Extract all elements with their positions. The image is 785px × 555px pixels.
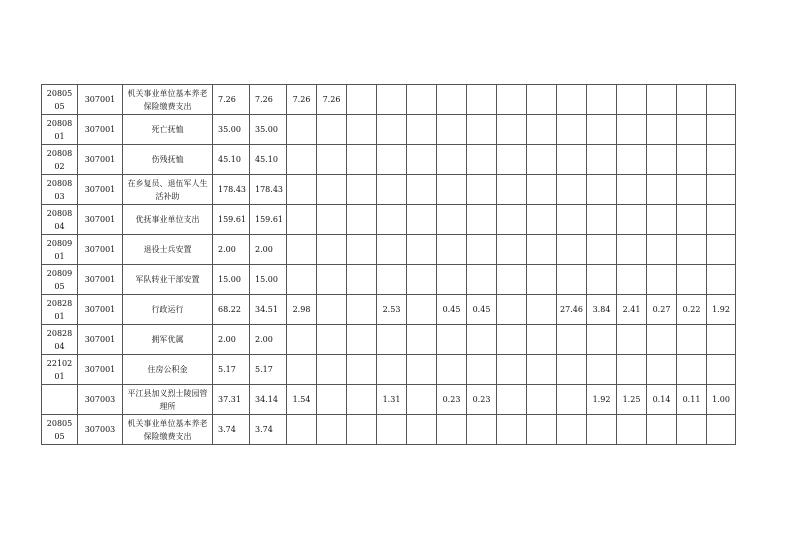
amount-cell: 2.41 xyxy=(617,295,647,325)
amount-cell xyxy=(437,235,467,265)
amount-cell xyxy=(587,415,617,445)
amount-cell: 1.92 xyxy=(707,295,736,325)
unit-code-cell: 307001 xyxy=(78,85,123,115)
amount-cell xyxy=(497,325,527,355)
amount-cell xyxy=(587,115,617,145)
subject-code-cell xyxy=(42,415,78,445)
amount-cell: 2.00 xyxy=(213,325,250,355)
amount-cell xyxy=(617,235,647,265)
table-row xyxy=(42,355,736,385)
amount-cell: 1.54 xyxy=(287,385,317,415)
amount-cell xyxy=(407,415,437,445)
amount-cell xyxy=(407,325,437,355)
amount-cell: 0.45 xyxy=(467,295,497,325)
amount-cell xyxy=(647,205,677,235)
amount-cell xyxy=(377,115,407,145)
amount-cell xyxy=(287,235,317,265)
unit-code-cell: 307001 xyxy=(78,235,123,265)
unit-code-cell: 307001 xyxy=(78,175,123,205)
amount-cell xyxy=(557,385,587,415)
amount-cell xyxy=(347,145,377,175)
amount-cell xyxy=(287,265,317,295)
amount-cell xyxy=(347,205,377,235)
amount-cell xyxy=(407,175,437,205)
amount-cell xyxy=(407,295,437,325)
amount-cell xyxy=(557,205,587,235)
amount-cell xyxy=(467,265,497,295)
amount-cell xyxy=(287,115,317,145)
amount-cell xyxy=(407,355,437,385)
amount-cell xyxy=(707,85,736,115)
subject-code-cell xyxy=(42,235,78,265)
amount-cell xyxy=(287,205,317,235)
item-name-cell: 优抚事业单位支出 xyxy=(123,205,213,235)
amount-cell xyxy=(377,205,407,235)
subject-code-cell xyxy=(42,295,78,325)
amount-cell xyxy=(407,205,437,235)
subject-code: 2080905 xyxy=(46,268,73,291)
amount-cell xyxy=(707,415,736,445)
amount-cell xyxy=(317,265,347,295)
unit-code-cell: 307003 xyxy=(78,415,123,445)
amount-cell xyxy=(317,235,347,265)
amount-cell xyxy=(347,385,377,415)
amount-cell xyxy=(587,325,617,355)
amount-cell: 27.46 xyxy=(557,295,587,325)
amount-cell xyxy=(317,415,347,445)
amount-cell xyxy=(347,265,377,295)
amount-cell xyxy=(497,235,527,265)
item-name-cell: 伤残抚恤 xyxy=(123,145,213,175)
amount-cell xyxy=(317,115,347,145)
amount-cell xyxy=(467,85,497,115)
amount-cell xyxy=(347,415,377,445)
amount-cell xyxy=(437,175,467,205)
amount-cell: 178.43 xyxy=(250,175,287,205)
amount-cell xyxy=(527,235,557,265)
amount-cell xyxy=(377,325,407,355)
amount-cell xyxy=(377,265,407,295)
item-name-cell: 机关事业单位基本养老保险缴费支出 xyxy=(123,85,213,115)
subject-code: 2082801 xyxy=(46,298,73,321)
amount-cell xyxy=(647,265,677,295)
amount-cell xyxy=(437,415,467,445)
amount-cell: 1.31 xyxy=(377,385,407,415)
amount-cell xyxy=(407,265,437,295)
amount-cell xyxy=(437,145,467,175)
amount-cell: 1.25 xyxy=(617,385,647,415)
amount-cell xyxy=(647,145,677,175)
amount-cell xyxy=(377,145,407,175)
amount-cell xyxy=(557,175,587,205)
amount-cell xyxy=(587,175,617,205)
subject-code-cell xyxy=(42,265,78,295)
amount-cell: 7.26 xyxy=(287,85,317,115)
amount-cell xyxy=(317,205,347,235)
amount-cell xyxy=(317,145,347,175)
amount-cell xyxy=(707,175,736,205)
table-row xyxy=(42,145,736,175)
amount-cell xyxy=(527,295,557,325)
amount-cell xyxy=(467,325,497,355)
amount-cell xyxy=(587,85,617,115)
subject-code-cell xyxy=(42,175,78,205)
amount-cell xyxy=(377,235,407,265)
amount-cell xyxy=(617,355,647,385)
subject-code-cell xyxy=(42,85,78,115)
subject-code-cell xyxy=(42,355,78,385)
amount-cell xyxy=(407,235,437,265)
amount-cell: 35.00 xyxy=(250,115,287,145)
subject-code: 2082804 xyxy=(46,328,73,351)
amount-cell: 45.10 xyxy=(250,145,287,175)
amount-cell xyxy=(467,115,497,145)
amount-cell xyxy=(437,355,467,385)
amount-cell xyxy=(287,325,317,355)
amount-cell xyxy=(677,235,707,265)
amount-cell xyxy=(647,175,677,205)
amount-cell xyxy=(557,85,587,115)
amount-cell xyxy=(347,355,377,385)
amount-cell: 1.00 xyxy=(707,385,736,415)
amount-cell xyxy=(407,145,437,175)
amount-cell xyxy=(617,115,647,145)
amount-cell: 15.00 xyxy=(250,265,287,295)
amount-cell xyxy=(347,235,377,265)
amount-cell: 15.00 xyxy=(213,265,250,295)
table-row xyxy=(42,205,736,235)
subject-code: 2080801 xyxy=(46,118,73,141)
unit-code-cell: 307001 xyxy=(78,355,123,385)
amount-cell xyxy=(707,265,736,295)
amount-cell xyxy=(467,175,497,205)
amount-cell xyxy=(677,355,707,385)
amount-cell: 34.51 xyxy=(250,295,287,325)
amount-cell xyxy=(527,265,557,295)
item-name-cell: 行政运行 xyxy=(123,295,213,325)
amount-cell: 7.26 xyxy=(250,85,287,115)
amount-cell: 5.17 xyxy=(213,355,250,385)
table-row xyxy=(42,295,736,325)
amount-cell xyxy=(617,145,647,175)
amount-cell: 2.00 xyxy=(250,235,287,265)
amount-cell xyxy=(377,415,407,445)
amount-cell xyxy=(437,325,467,355)
amount-cell xyxy=(497,385,527,415)
unit-code-cell: 307001 xyxy=(78,115,123,145)
amount-cell xyxy=(617,205,647,235)
amount-cell xyxy=(527,115,557,145)
subject-code: 2080901 xyxy=(46,238,73,261)
amount-cell: 2.98 xyxy=(287,295,317,325)
amount-cell xyxy=(617,85,647,115)
unit-code-cell: 307001 xyxy=(78,205,123,235)
amount-cell xyxy=(647,85,677,115)
amount-cell xyxy=(437,85,467,115)
subject-code: 2210201 xyxy=(46,358,73,381)
amount-cell xyxy=(467,205,497,235)
subject-code-cell xyxy=(42,385,78,415)
amount-cell xyxy=(647,115,677,145)
subject-code: 2080803 xyxy=(46,178,73,201)
amount-cell xyxy=(347,85,377,115)
amount-cell xyxy=(497,85,527,115)
amount-cell xyxy=(317,355,347,385)
amount-cell xyxy=(587,145,617,175)
item-name-cell: 拥军优属 xyxy=(123,325,213,355)
amount-cell xyxy=(707,145,736,175)
amount-cell xyxy=(317,175,347,205)
amount-cell xyxy=(707,355,736,385)
amount-cell xyxy=(527,85,557,115)
amount-cell xyxy=(347,115,377,145)
unit-code-cell: 307001 xyxy=(78,265,123,295)
amount-cell xyxy=(677,325,707,355)
item-name-cell: 住房公积金 xyxy=(123,355,213,385)
amount-cell xyxy=(497,205,527,235)
amount-cell xyxy=(347,175,377,205)
amount-cell xyxy=(467,355,497,385)
subject-code: 2080802 xyxy=(46,148,73,171)
table-row xyxy=(42,115,736,145)
amount-cell xyxy=(677,115,707,145)
amount-cell xyxy=(317,325,347,355)
amount-cell: 3.74 xyxy=(213,415,250,445)
amount-cell xyxy=(557,145,587,175)
item-name-cell: 机关事业单位基本养老保险缴费支出 xyxy=(123,415,213,445)
amount-cell xyxy=(587,235,617,265)
unit-code-cell: 307001 xyxy=(78,145,123,175)
table-row xyxy=(42,265,736,295)
amount-cell: 35.00 xyxy=(213,115,250,145)
amount-cell: 0.22 xyxy=(677,295,707,325)
amount-cell: 178.43 xyxy=(213,175,250,205)
amount-cell xyxy=(347,295,377,325)
amount-cell: 3.84 xyxy=(587,295,617,325)
unit-code-cell: 307003 xyxy=(78,385,123,415)
amount-cell: 7.26 xyxy=(213,85,250,115)
amount-cell: 0.11 xyxy=(677,385,707,415)
item-name-cell: 死亡抚恤 xyxy=(123,115,213,145)
amount-cell xyxy=(437,205,467,235)
amount-cell xyxy=(677,85,707,115)
amount-cell xyxy=(377,355,407,385)
amount-cell xyxy=(527,325,557,355)
amount-cell xyxy=(677,415,707,445)
table-row xyxy=(42,175,736,205)
amount-cell: 7.26 xyxy=(317,85,347,115)
amount-cell xyxy=(347,325,377,355)
amount-cell xyxy=(497,355,527,385)
budget-table xyxy=(41,84,736,445)
amount-cell xyxy=(677,175,707,205)
amount-cell: 0.14 xyxy=(647,385,677,415)
amount-cell xyxy=(437,115,467,145)
subject-code-cell xyxy=(42,115,78,145)
item-name-cell: 在乡复员、退伍军人生活补助 xyxy=(123,175,213,205)
amount-cell xyxy=(527,385,557,415)
amount-cell xyxy=(287,175,317,205)
amount-cell xyxy=(467,415,497,445)
table-row xyxy=(42,385,736,415)
amount-cell xyxy=(707,325,736,355)
amount-cell: 2.00 xyxy=(213,235,250,265)
amount-cell xyxy=(557,415,587,445)
amount-cell xyxy=(677,205,707,235)
table-row xyxy=(42,325,736,355)
item-name-cell: 平江县加义烈士陵园管理所 xyxy=(123,385,213,415)
amount-cell xyxy=(527,145,557,175)
amount-cell xyxy=(497,175,527,205)
amount-cell xyxy=(617,265,647,295)
amount-cell xyxy=(317,385,347,415)
amount-cell: 34.14 xyxy=(250,385,287,415)
amount-cell: 0.23 xyxy=(437,385,467,415)
amount-cell xyxy=(497,145,527,175)
amount-cell xyxy=(557,235,587,265)
amount-cell xyxy=(407,115,437,145)
amount-cell xyxy=(647,325,677,355)
amount-cell xyxy=(527,205,557,235)
amount-cell xyxy=(557,325,587,355)
subject-code: 2080505 xyxy=(46,88,73,111)
amount-cell xyxy=(287,355,317,385)
amount-cell xyxy=(527,415,557,445)
amount-cell xyxy=(557,115,587,145)
table-row xyxy=(42,415,736,445)
amount-cell: 37.31 xyxy=(213,385,250,415)
amount-cell xyxy=(467,235,497,265)
subject-code-cell xyxy=(42,325,78,355)
amount-cell: 5.17 xyxy=(250,355,287,385)
amount-cell: 159.61 xyxy=(213,205,250,235)
amount-cell xyxy=(497,115,527,145)
amount-cell: 45.10 xyxy=(213,145,250,175)
amount-cell: 1.92 xyxy=(587,385,617,415)
amount-cell xyxy=(677,145,707,175)
subject-code-cell xyxy=(42,205,78,235)
amount-cell: 0.23 xyxy=(467,385,497,415)
amount-cell xyxy=(707,205,736,235)
unit-code-cell: 307001 xyxy=(78,295,123,325)
amount-cell xyxy=(407,85,437,115)
amount-cell xyxy=(647,415,677,445)
amount-cell xyxy=(647,235,677,265)
amount-cell xyxy=(617,175,647,205)
amount-cell: 2.00 xyxy=(250,325,287,355)
table-row xyxy=(42,85,736,115)
amount-cell xyxy=(497,265,527,295)
amount-cell: 0.27 xyxy=(647,295,677,325)
amount-cell xyxy=(497,415,527,445)
amount-cell xyxy=(587,265,617,295)
amount-cell xyxy=(617,325,647,355)
amount-cell: 0.45 xyxy=(437,295,467,325)
amount-cell xyxy=(527,175,557,205)
amount-cell xyxy=(587,355,617,385)
amount-cell: 3.74 xyxy=(250,415,287,445)
amount-cell xyxy=(377,175,407,205)
unit-code-cell: 307001 xyxy=(78,325,123,355)
amount-cell xyxy=(287,415,317,445)
amount-cell xyxy=(647,355,677,385)
amount-cell xyxy=(677,265,707,295)
subject-code: 2080505 xyxy=(46,418,73,441)
amount-cell xyxy=(557,265,587,295)
subject-code-cell xyxy=(42,145,78,175)
amount-cell xyxy=(527,355,557,385)
amount-cell xyxy=(407,385,437,415)
amount-cell: 159.61 xyxy=(250,205,287,235)
amount-cell xyxy=(317,295,347,325)
amount-cell xyxy=(437,265,467,295)
item-name-cell: 军队转业干部安置 xyxy=(123,265,213,295)
subject-code: 2080804 xyxy=(46,208,73,231)
item-name-cell: 退役士兵安置 xyxy=(123,235,213,265)
amount-cell xyxy=(707,115,736,145)
amount-cell xyxy=(287,145,317,175)
amount-cell xyxy=(707,235,736,265)
amount-cell xyxy=(497,295,527,325)
amount-cell xyxy=(587,205,617,235)
amount-cell xyxy=(557,355,587,385)
amount-cell: 68.22 xyxy=(213,295,250,325)
amount-cell xyxy=(617,415,647,445)
table-row xyxy=(42,235,736,265)
amount-cell xyxy=(377,85,407,115)
amount-cell xyxy=(467,145,497,175)
amount-cell: 2.53 xyxy=(377,295,407,325)
table-body xyxy=(42,85,736,445)
